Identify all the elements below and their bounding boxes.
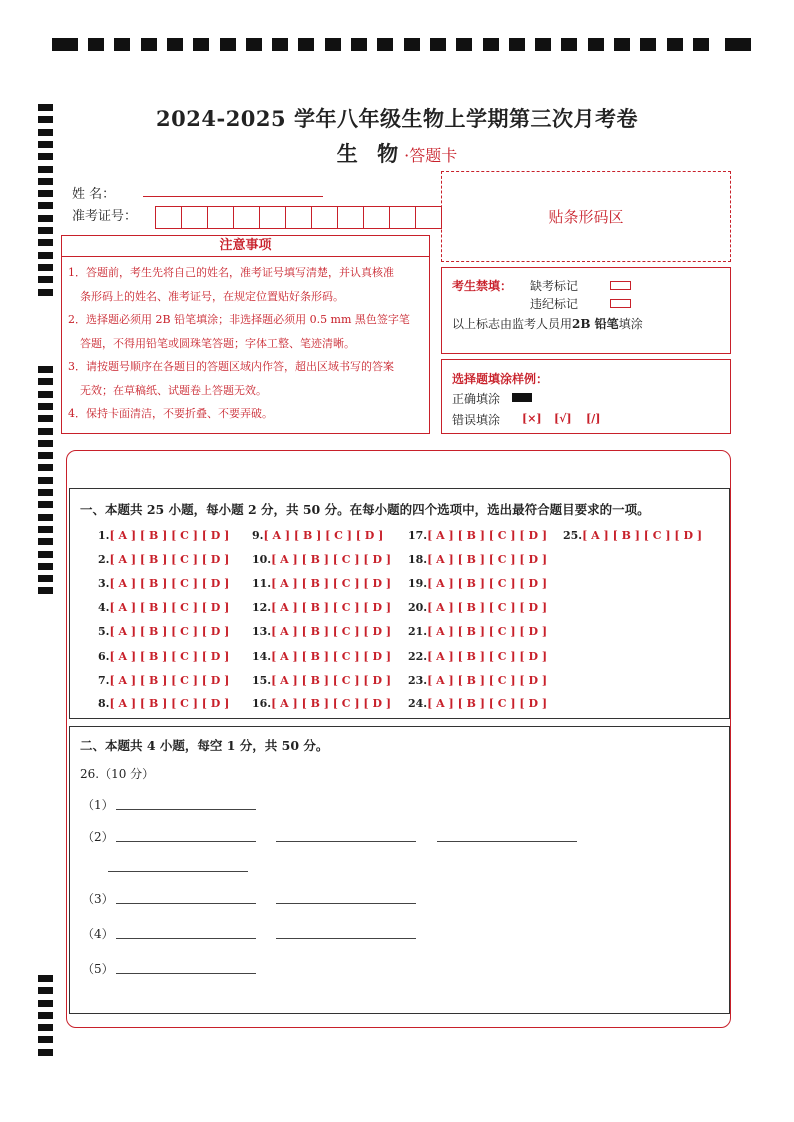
timing-mark <box>38 526 53 533</box>
timing-mark <box>351 38 367 51</box>
question-number: 17. <box>408 529 428 542</box>
choice-question[interactable] <box>252 650 391 663</box>
choice-question[interactable] <box>252 625 391 638</box>
answer-options[interactable]: [ A ] [ B ] [ C ] [ D ] <box>427 674 548 687</box>
exam-digit-box[interactable] <box>337 206 363 229</box>
answer-options[interactable]: [ A ] [ B ] [ C ] [ D ] <box>109 650 230 663</box>
name-label: 姓 名： <box>72 187 116 202</box>
timing-mark <box>509 38 525 51</box>
wrong-fill-label: 错误填涂 <box>452 413 501 427</box>
timing-mark <box>220 38 236 51</box>
answer-blank[interactable] <box>276 903 416 904</box>
choice-question[interactable] <box>252 697 391 710</box>
timing-mark <box>38 227 53 234</box>
timing-mark <box>38 1036 53 1043</box>
choice-question[interactable] <box>408 697 547 710</box>
name-field[interactable] <box>143 196 323 197</box>
timing-mark <box>561 38 577 51</box>
timing-mark <box>88 38 104 51</box>
question-number: 11. <box>252 577 272 590</box>
choice-question[interactable] <box>408 529 547 542</box>
barcode-area: 贴条形码区 <box>441 171 731 262</box>
correct-fill-label: 正确填涂 <box>452 392 501 406</box>
timing-mark <box>38 975 53 982</box>
sub-question-label: （2） <box>82 830 114 844</box>
timing-mark <box>430 38 446 51</box>
choice-question[interactable] <box>98 650 229 663</box>
wrong-mark-check: [√] <box>554 412 572 425</box>
choice-question[interactable] <box>563 529 702 542</box>
question-number: 21. <box>408 625 428 638</box>
answer-options[interactable]: [ A ] [ B ] [ C ] [ D ] <box>427 625 548 638</box>
notice-item: 1．答题前，考生先将自己的姓名，准考证号填写清楚，并认真核准 <box>68 266 394 279</box>
top-timing-marks <box>52 38 752 51</box>
choice-question[interactable] <box>98 577 229 590</box>
section-2-title: 二、本题共 4 小题，每空 1 分，共 50 分。 <box>80 738 329 753</box>
answer-options[interactable]: [ A ] [ B ] [ C ] [ D ] <box>109 674 230 687</box>
answer-options[interactable]: [ A ] [ B ] [ C ] [ D ] <box>271 697 392 710</box>
answer-options[interactable]: [ A ] [ B ] [ C ] [ D ] <box>109 697 230 710</box>
timing-mark <box>38 514 53 521</box>
question-number: 23. <box>408 674 428 687</box>
answer-options[interactable]: [ A ] [ B ] [ C ] [ D ] <box>271 601 392 614</box>
exam-digit-box[interactable] <box>259 206 285 229</box>
timing-mark <box>377 38 393 51</box>
timing-mark <box>38 501 53 508</box>
timing-mark <box>38 563 53 570</box>
timing-mark <box>38 489 53 496</box>
timing-mark <box>535 38 551 51</box>
question-number: 13. <box>252 625 272 638</box>
notice-item: 条形码上的姓名、准考证号，在规定位置贴好条形码。 <box>80 289 344 303</box>
exam-digit-box[interactable] <box>233 206 259 229</box>
timing-mark <box>404 38 420 51</box>
choice-question[interactable] <box>408 553 547 566</box>
question-number: 20. <box>408 601 428 614</box>
question-number: 9. <box>252 529 264 542</box>
answer-options[interactable]: [ A ] [ B ] [ C ] [ D ] <box>427 553 548 566</box>
timing-mark <box>52 38 78 51</box>
section-2-box <box>69 726 730 1014</box>
choice-question[interactable] <box>252 577 391 590</box>
answer-blank[interactable] <box>116 903 256 904</box>
timing-mark <box>38 1000 53 1007</box>
timing-mark <box>38 538 53 545</box>
exam-digit-box[interactable] <box>311 206 337 229</box>
timing-mark <box>114 38 130 51</box>
ban-note-prefix: 以上标志由监考人员用 <box>452 317 573 331</box>
subject-title <box>0 138 794 168</box>
question-number: 2. <box>98 553 110 566</box>
choice-question[interactable] <box>408 625 547 638</box>
timing-mark <box>38 575 53 582</box>
timing-mark <box>483 38 499 51</box>
question-number: 4. <box>98 601 110 614</box>
choice-question[interactable] <box>408 601 547 614</box>
timing-mark <box>38 264 53 271</box>
correct-fill-mark <box>512 393 532 402</box>
timing-mark <box>38 551 53 558</box>
timing-mark <box>38 202 53 209</box>
examiner-only-box <box>441 267 731 354</box>
question-number: 7. <box>98 674 110 687</box>
question-number: 25. <box>563 529 583 542</box>
choice-question[interactable] <box>98 529 229 542</box>
notice-item: 2．选择题必须用 2B 铅笔填涂；非选择题必须用 0.5 mm 黑色签字笔 <box>68 313 410 326</box>
exam-digit-box[interactable] <box>389 206 415 229</box>
question-number: 22. <box>408 650 428 663</box>
answer-options[interactable]: [ A ] [ B ] [ C ] [ D ] <box>263 529 384 542</box>
choice-question[interactable] <box>252 674 391 687</box>
wrong-mark-x: [×] <box>522 412 542 425</box>
exam-digit-box[interactable] <box>181 206 207 229</box>
timing-mark <box>588 38 604 51</box>
exam-no-label: 准考证号： <box>72 209 138 224</box>
question-number: 16. <box>252 697 272 710</box>
question-number: 24. <box>408 697 428 710</box>
sub-question-label: （5） <box>82 962 114 976</box>
question-26-label: 26.（10 分） <box>80 767 155 781</box>
timing-mark <box>38 391 53 398</box>
answer-options[interactable]: [ A ] [ B ] [ C ] [ D ] <box>271 650 392 663</box>
timing-mark <box>38 1049 53 1056</box>
timing-mark <box>298 38 314 51</box>
timing-mark <box>38 289 53 296</box>
choice-question[interactable] <box>98 674 229 687</box>
question-number: 6. <box>98 650 110 663</box>
choice-question[interactable] <box>98 601 229 614</box>
question-number: 5. <box>98 625 110 638</box>
choice-question[interactable] <box>252 601 391 614</box>
timing-mark <box>38 1012 53 1019</box>
answer-options[interactable]: [ A ] [ B ] [ C ] [ D ] <box>109 601 230 614</box>
timing-mark <box>667 38 683 51</box>
ban-note-bold: 2B 铅笔 <box>572 317 619 331</box>
timing-mark <box>193 38 209 51</box>
ban-label: 考生禁填： <box>452 279 513 293</box>
question-number: 18. <box>408 553 428 566</box>
timing-mark <box>246 38 262 51</box>
fill-sample-box <box>441 359 731 434</box>
timing-mark <box>167 38 183 51</box>
notice-item: 3．请按题号顺序在各题目的答题区域内作答，超出区域书写的答案 <box>68 360 394 373</box>
choice-question[interactable] <box>252 529 383 542</box>
answer-options[interactable]: [ A ] [ B ] [ C ] [ D ] <box>109 529 230 542</box>
wrong-mark-slash: [/] <box>586 412 601 425</box>
choice-question[interactable] <box>98 697 229 710</box>
exam-digit-box[interactable] <box>363 206 389 229</box>
answer-blank[interactable] <box>116 938 256 939</box>
answer-options[interactable]: [ A ] [ B ] [ C ] [ D ] <box>582 529 703 542</box>
timing-mark <box>38 587 53 594</box>
answer-options[interactable]: [ A ] [ B ] [ C ] [ D ] <box>109 625 230 638</box>
timing-mark <box>325 38 341 51</box>
timing-mark <box>38 276 53 283</box>
answer-blank[interactable] <box>116 973 256 974</box>
ban-note <box>452 315 643 332</box>
sample-title: 选择题填涂样例： <box>452 372 549 386</box>
answer-options[interactable]: [ A ] [ B ] [ C ] [ D ] <box>109 577 230 590</box>
timing-mark <box>272 38 288 51</box>
sub-question-label: （3） <box>82 892 114 906</box>
question-number: 19. <box>408 577 428 590</box>
choice-question[interactable] <box>408 577 547 590</box>
timing-mark <box>38 987 53 994</box>
exam-digit-box[interactable] <box>207 206 233 229</box>
timing-mark <box>38 215 53 222</box>
exam-digit-box[interactable] <box>415 206 442 229</box>
answer-blank[interactable] <box>437 841 577 842</box>
choice-question[interactable] <box>98 625 229 638</box>
answer-options[interactable]: [ A ] [ B ] [ C ] [ D ] <box>271 577 392 590</box>
notice-item: 答题，不得用铅笔或圆珠笔答题；字体工整、笔迹清晰。 <box>80 336 355 350</box>
question-number: 12. <box>252 601 272 614</box>
timing-mark <box>38 428 53 435</box>
choice-question[interactable] <box>252 553 391 566</box>
timing-mark <box>456 38 472 51</box>
timing-mark <box>38 366 53 373</box>
notice-item: 4．保持卡面清洁，不要折叠、不要弄破。 <box>68 407 273 420</box>
timing-mark <box>38 440 53 447</box>
question-number: 15. <box>252 674 272 687</box>
answer-options[interactable]: [ A ] [ B ] [ C ] [ D ] <box>271 553 392 566</box>
answer-blank[interactable] <box>116 841 256 842</box>
choice-question[interactable] <box>408 674 547 687</box>
answer-options[interactable]: [ A ] [ B ] [ C ] [ D ] <box>427 650 548 663</box>
question-number: 1. <box>98 529 110 542</box>
sub-question-label: （4） <box>82 927 114 941</box>
answer-blank[interactable] <box>276 938 416 939</box>
timing-mark <box>38 1024 53 1031</box>
question-number: 14. <box>252 650 272 663</box>
answer-options[interactable]: [ A ] [ B ] [ C ] [ D ] <box>109 553 230 566</box>
card-label: ·答题卡 <box>404 146 458 165</box>
choice-question[interactable] <box>98 553 229 566</box>
violation-mark-box[interactable] <box>610 299 631 308</box>
timing-mark <box>38 415 53 422</box>
answer-options[interactable]: [ A ] [ B ] [ C ] [ D ] <box>427 529 548 542</box>
subject-name: 生 物 <box>336 141 405 166</box>
timing-mark <box>141 38 157 51</box>
timing-mark <box>38 378 53 385</box>
timing-mark <box>693 38 709 51</box>
answer-options[interactable]: [ A ] [ B ] [ C ] [ D ] <box>271 625 392 638</box>
answer-options[interactable]: [ A ] [ B ] [ C ] [ D ] <box>427 601 548 614</box>
sub-question-label: （1） <box>82 798 114 812</box>
notice-body <box>61 257 430 434</box>
exam-digit-box[interactable] <box>155 206 181 229</box>
notice-title: 注意事项 <box>61 235 430 257</box>
exam-number-boxes[interactable] <box>155 206 442 229</box>
question-number: 10. <box>252 553 272 566</box>
section-1-title: 一、本题共 25 小题，每小题 2 分，共 50 分。在每小题的四个选项中，选出最符合题目要求的一项。 <box>80 502 650 517</box>
answer-options[interactable]: [ A ] [ B ] [ C ] [ D ] <box>271 674 392 687</box>
timing-mark <box>38 190 53 197</box>
timing-mark <box>38 464 53 471</box>
timing-mark <box>38 178 53 185</box>
question-number: 8. <box>98 697 110 710</box>
timing-mark <box>614 38 630 51</box>
page-title: 2024-2025 学年八年级生物上学期第三次月考卷 <box>156 106 638 131</box>
timing-mark <box>640 38 656 51</box>
timing-mark <box>38 452 53 459</box>
answer-options[interactable]: [ A ] [ B ] [ C ] [ D ] <box>427 577 548 590</box>
answer-blank[interactable] <box>116 809 256 810</box>
timing-mark <box>38 252 53 259</box>
absent-mark-box[interactable] <box>610 281 631 290</box>
absent-label: 缺考标记 <box>530 279 579 293</box>
answer-options[interactable]: [ A ] [ B ] [ C ] [ D ] <box>427 697 548 710</box>
timing-mark <box>38 403 53 410</box>
notice-item: 无效；在草稿纸、试题卷上答题无效。 <box>80 383 267 397</box>
exam-digit-box[interactable] <box>285 206 311 229</box>
violation-label: 违纪标记 <box>530 297 579 311</box>
question-number: 3. <box>98 577 110 590</box>
timing-mark <box>38 239 53 246</box>
answer-blank[interactable] <box>108 871 248 872</box>
choice-question[interactable] <box>408 650 547 663</box>
answer-blank[interactable] <box>276 841 416 842</box>
ban-note-suffix: 填涂 <box>618 317 643 331</box>
timing-mark <box>725 38 751 51</box>
timing-mark <box>38 477 53 484</box>
